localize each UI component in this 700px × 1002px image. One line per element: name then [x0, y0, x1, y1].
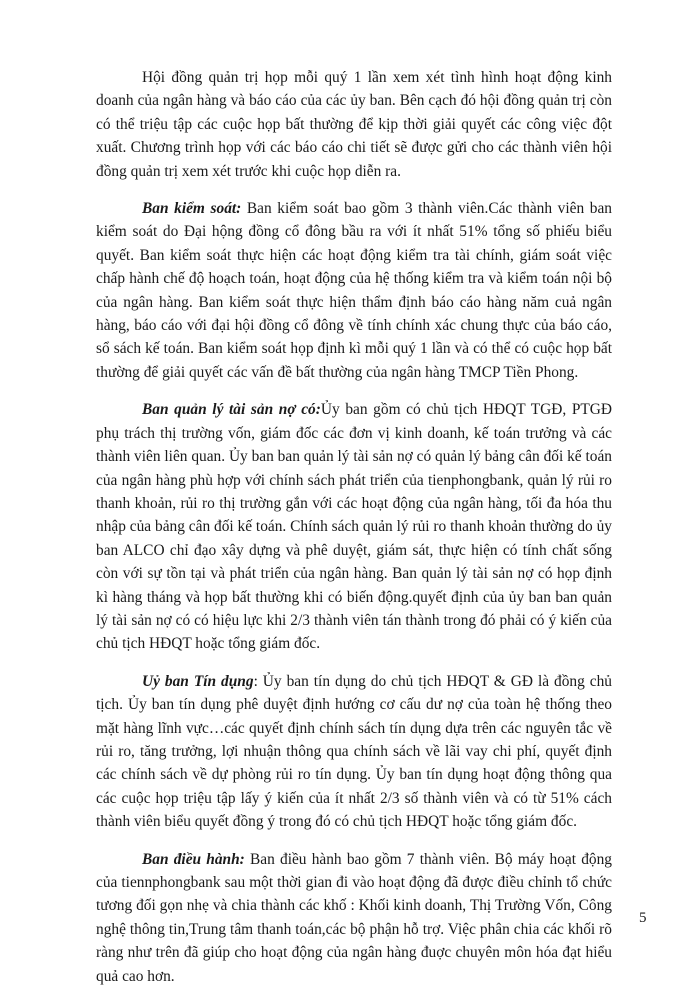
paragraph-asset-liability-committee [96, 398, 612, 655]
section-heading: Ban điều hành: [142, 850, 245, 868]
paragraph-board-meetings [96, 66, 612, 183]
section-heading: Ban quản lý tài sản nợ có: [142, 401, 321, 419]
paragraph-credit-committee [96, 670, 612, 834]
paragraph-supervisory-board [96, 197, 612, 384]
paragraph-text: : Ủy ban tín dụng do chủ tịch HĐQT & GĐ là đồng chủ tịch. Ủy ban tín dụng phê duyệt định hướng cơ cấu dư nợ của toàn hệ thống theo mặt hàng lĩnh vực…các quyết định chính sách tín dụng dựa trên các nguyên tắc về rủi ro, tăng trưởng, lợi nhuận thông qua chính sách về lãi vay chi phí, quyết định các chính sách về dự phòng rủi ro tín dụng. Ủy ban tín dụng hoạt động thông qua các cuộc họp triệu tập lấy ý kiến của ít nhất 2/3 số thành viên và có từ 51% cách thành viên biểu quyết đồng ý trong đó có chủ tịch HĐQT hoặc tổng giám đốc. [96, 672, 612, 831]
section-heading: Uỷ ban Tín dụng [142, 672, 254, 690]
paragraph-text: Ban kiểm soát bao gồm 3 thành viên.Các thành viên ban kiểm soát do Đại hộng đồng cổ đông bầu ra với ít nhất 51% tổng số phiếu biểu quyết. Ban kiểm soát thực hiện các hoạt động kiểm tra tài chính, giám soát việc chấp hành chế độ hoạch toán, hoạt động của hệ thống kiểm tra và kiểm toán nội bộ của ngân hàng. Ban kiểm soát thực hiện thẩm định báo cáo hàng năm cuả ngân hàng, báo cáo với đại hội đồng cổ đông về tính chính xác chung thực của báo cáo, sổ sách kế toán. Ban kiểm soát họp định kì mỗi quý 1 lần và có thể có cuộc họp bất thường để giải quyết các vấn đề bất thường của ngân hàng TMCP Tiền Phong. [96, 200, 612, 381]
paragraph-text: Ủy ban gồm có chủ tịch HĐQT TGĐ, PTGĐ phụ trách thị trường vốn, giám đốc các đơn vị kinh doanh, kế toán trưởng và các thành viên liên quan. Ủy ban ban quản lý tài sản nợ có quản lý bảng cân đối kế toán của ngân hàng phù hợp với chính sách phát triển của tienphongbank, quản lý rủi ro thanh khoản, rủi ro thị trường gắn với các hoạt động của ngân hàng, tối đa hóa thu nhập của bảng cân đối kế toán. Chính sách quản lý rủi ro thanh khoản thường do ủy ban ALCO chỉ đạo xây dựng và phê duyệt, giám sát, thực hiện có tính chất sống còn với sự tồn tại và phát triển của ngân hàng. Ban quản lý tài sản nợ có họp định kì hàng tháng và họp bất thường khi có biến động.quyết định của ủy ban ban quản lý tài sản nợ có có hiệu lực khi 2/3 thành viên tán thành trong đó phải có ý kiến của chủ tịch HĐQT hoặc tổng giám đốc. [96, 401, 613, 653]
paragraph-text: Ban điều hành bao gồm 7 thành viên. Bộ máy hoạt động của tiennphongbank sau một thời gian đi vào hoạt động đã được điều chỉnh tổ chức tương đối gọn nhẹ và chia thành các khố : Khối kinh doanh, Thị Trường Vốn, Công nghệ thông tin,Trung tâm thanh toán,các bộ phận hỗ trợ. Việc phân chia các khối rõ ràng như trên đã giúp cho hoạt động của ngân hàng đuợc chuyên môn hóa đạt hiểu quả cao hơn. [96, 850, 613, 985]
section-heading: Ban kiểm soát: [142, 200, 242, 218]
page-number: 5 [639, 910, 647, 926]
document-body [96, 66, 612, 1002]
paragraph-text: Hội đồng quản trị họp mỗi quý 1 lần xem xét tình hình hoạt động kinh doanh của ngân hàng và báo cáo của các ủy ban. Bên cạch đó hội đồng quản trị còn có thể triệu tập các cuộc họp bất thường để kịp thời giải quyết các công việc đột xuất. Chương trình họp với các báo cáo chi tiết sẽ được gửi cho các thành viên hội đồng quản trị xem xét trước khi cuộc họp diễn ra. [96, 69, 612, 180]
paragraph-executive-board [96, 848, 612, 988]
